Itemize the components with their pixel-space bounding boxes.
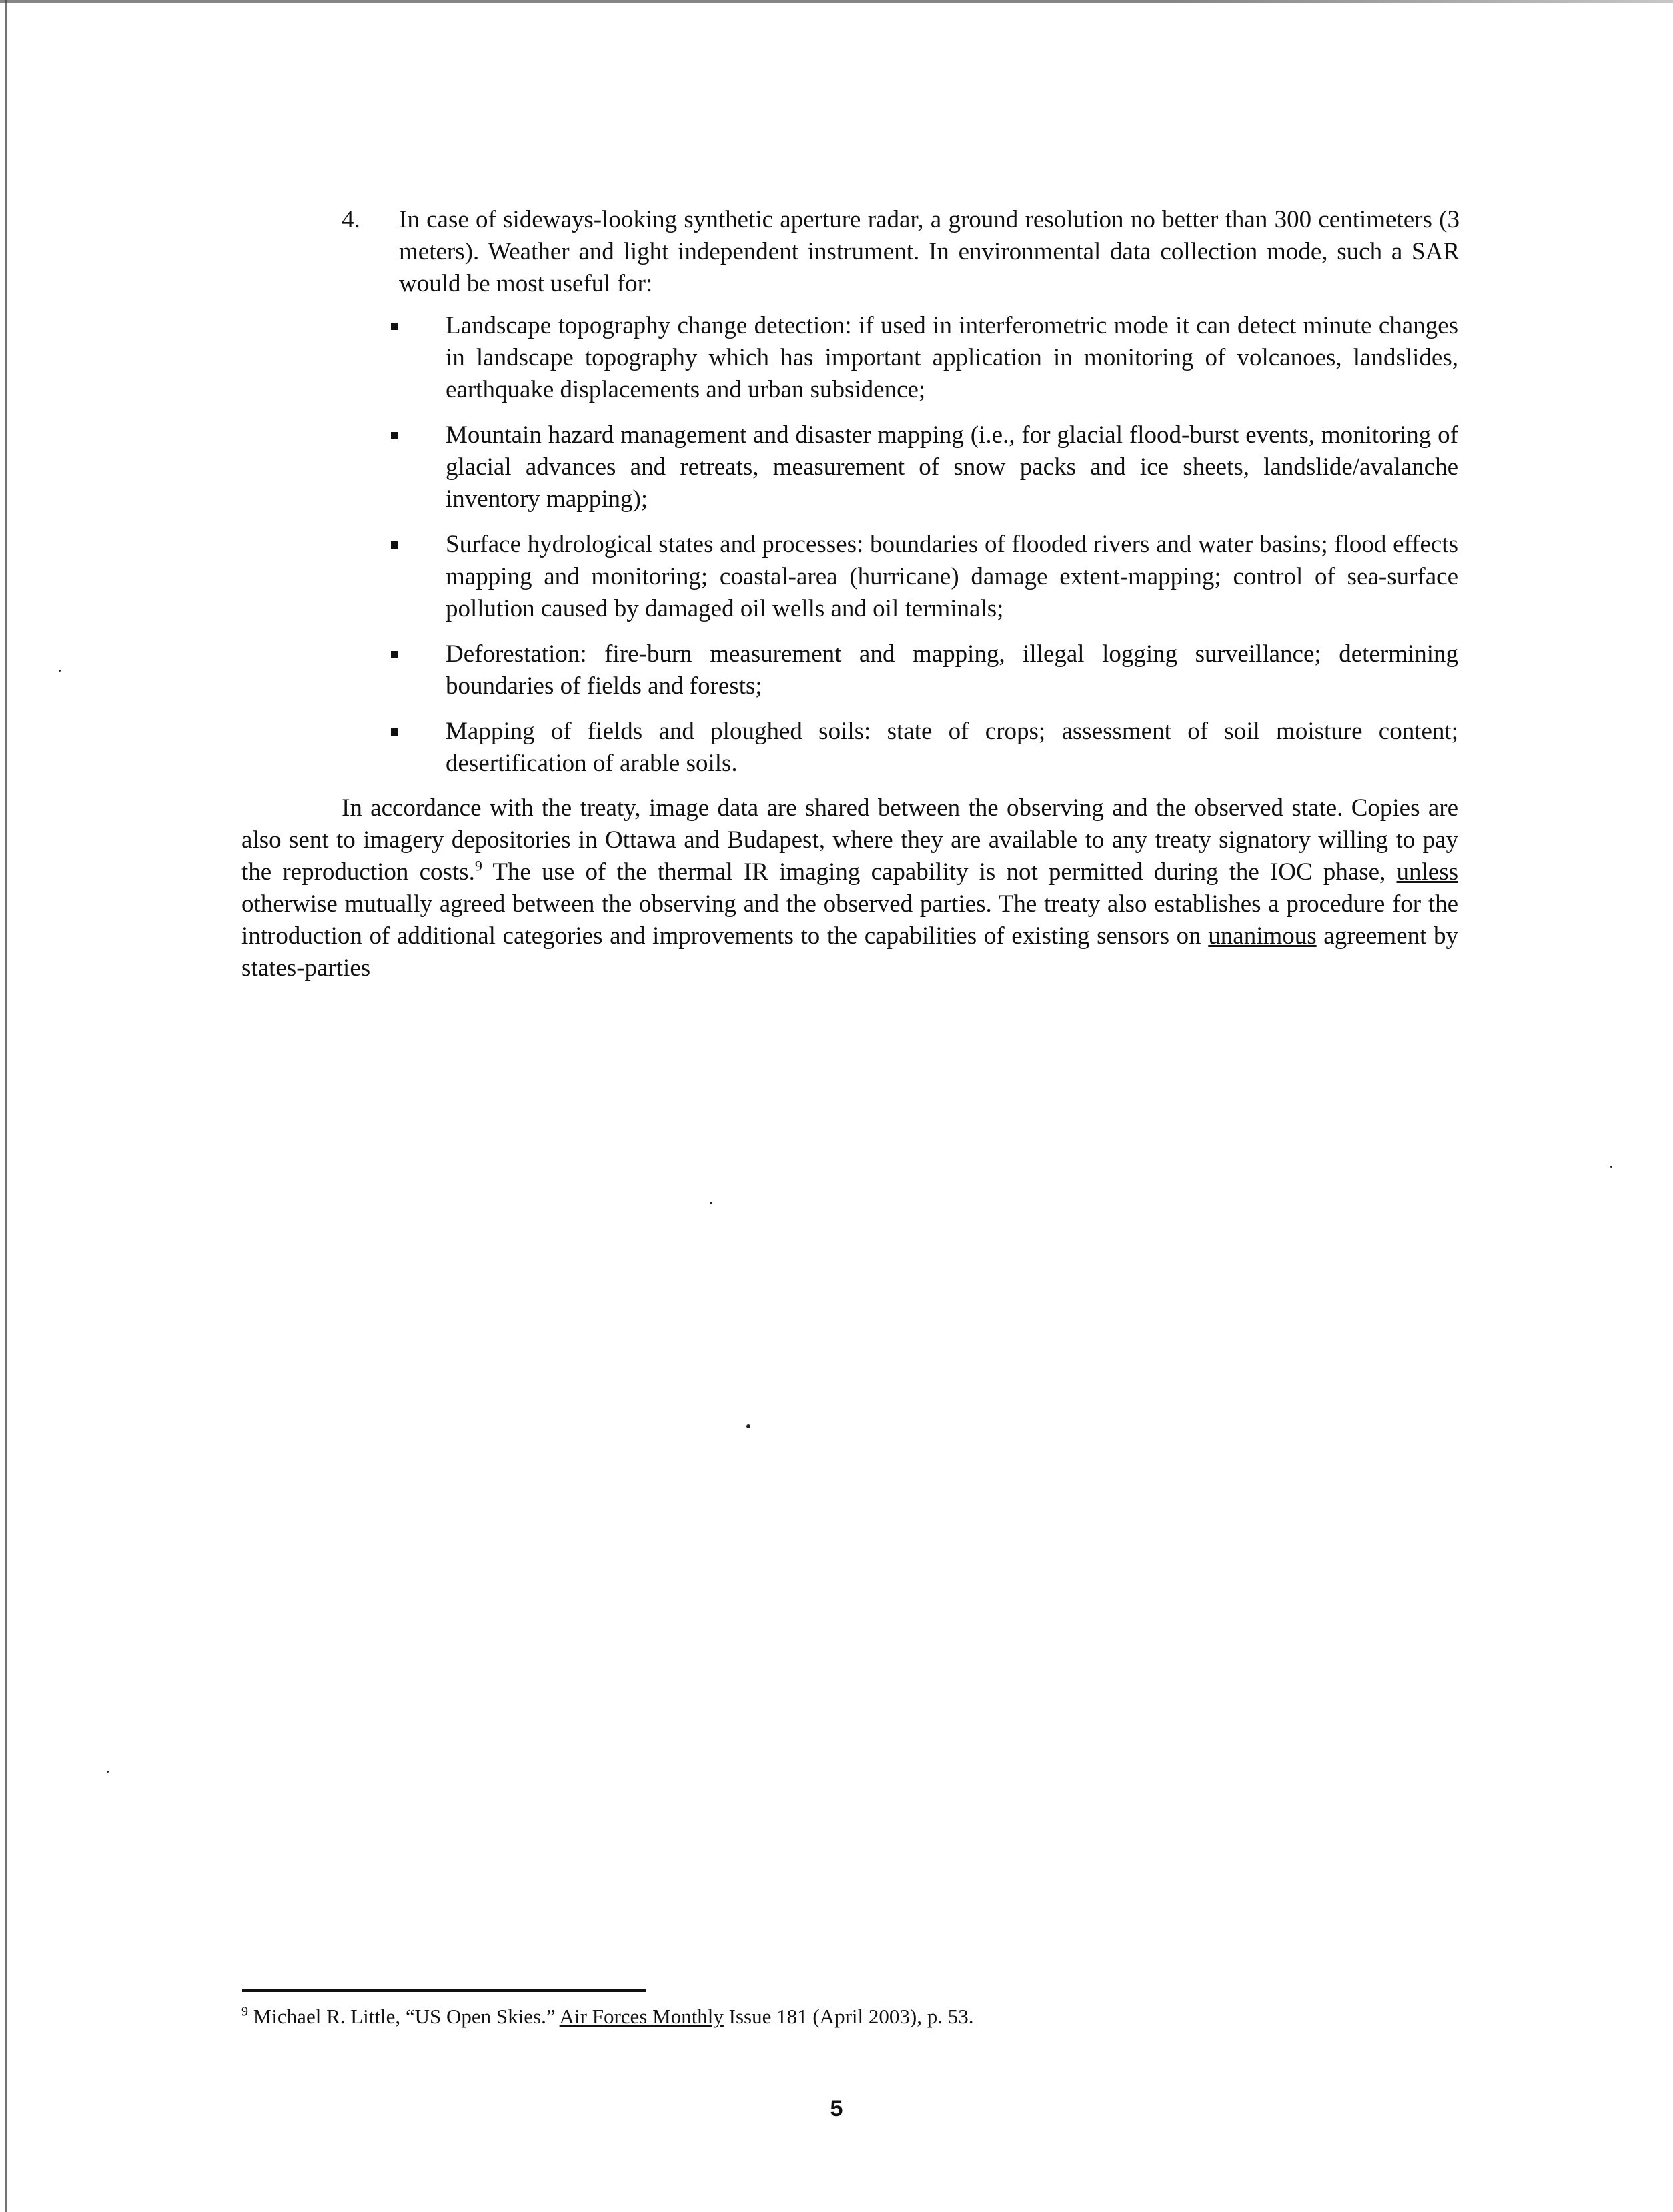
- page-number: 5: [830, 2096, 843, 2121]
- list-item: [391, 419, 1458, 515]
- list-item: [391, 529, 1458, 625]
- underlined-word: unanimous: [1208, 922, 1317, 950]
- list-item: [391, 310, 1458, 406]
- bullet-list: [391, 310, 1458, 793]
- scan-speck: [1610, 1166, 1612, 1168]
- square-bullet-icon: [391, 651, 398, 658]
- footnote-separator: [242, 1989, 646, 1992]
- footnote-number: 9: [241, 2004, 248, 2019]
- list-item-text: Surface hydrological states and processes: boundaries of flooded rivers and water basins; flood effects mapping and monitoring; coastal-area (hurricane) damage extent-mapping; control of sea-surface pollution caused by damaged oil wells and oil terminals;: [446, 531, 1458, 622]
- underlined-word: unless: [1396, 858, 1458, 886]
- list-item: [391, 716, 1458, 780]
- scan-speck: [107, 1771, 109, 1773]
- paragraph-text: otherwise mutually agreed between the observing and the observed parties. The treaty also establishes a procedure for the introduction of additional categories and improvements to the capabilities of existing sensors on: [241, 890, 1458, 950]
- square-bullet-icon: [391, 541, 398, 549]
- list-item-text: Landscape topography change detection: if used in interferometric mode it can detect minute changes in landscape topography which has important application in monitoring of volcanoes, landslides, earthquake displacements and urban subsidence;: [446, 312, 1458, 403]
- footnote-publication: Air Forces Monthly: [559, 2005, 724, 2028]
- paragraph-text: In accordance with the treaty, image data are shared between the observing and the observed state. Copies are also sent to imagery depositories in Ottawa and Budapest, where they are available to any treaty signatory willing to pay the reproduction costs.: [241, 794, 1458, 886]
- scan-left-edge: [5, 0, 7, 2212]
- paragraph-text: agreement by states-parties: [241, 922, 1458, 982]
- scan-speck: [746, 1424, 750, 1428]
- square-bullet-icon: [391, 432, 398, 439]
- list-item-text: Mountain hazard management and disaster mapping (i.e., for glacial flood-burst events, monitoring of glacial advances and retreats, measurement of snow packs and ice sheets, landslide/avalanche inventory mapping);: [446, 421, 1458, 513]
- scan-speck: [710, 1202, 712, 1204]
- footnote-text: Issue 181 (April 2003), p. 53.: [723, 2005, 974, 2028]
- item-number: 4.: [342, 206, 360, 233]
- square-bullet-icon: [391, 323, 398, 330]
- footnote-text: Michael R. Little, “US Open Skies.”: [248, 2005, 560, 2028]
- list-item: [391, 638, 1458, 702]
- square-bullet-icon: [391, 728, 398, 736]
- paragraph-text: The use of the thermal IR imaging capability is not permitted during the IOC phase,: [482, 858, 1397, 886]
- body-paragraph: [241, 792, 1458, 984]
- item-text: In case of sideways-looking synthetic aperture radar, a ground resolution no better than 300 centimeters (3 meters). Weather and light independent instrument. In environmental data collection mode, such a SAR would be most useful for:: [399, 206, 1460, 297]
- scan-speck: [59, 670, 61, 672]
- list-item-text: Mapping of fields and ploughed soils: state of crops; assessment of soil moisture content; desertification of arable soils.: [446, 718, 1458, 777]
- footnote: [241, 2003, 973, 2030]
- footnote-reference: 9: [474, 857, 482, 874]
- list-item-text: Deforestation: fire-burn measurement and mapping, illegal logging surveillance; determining boundaries of fields and forests;: [446, 640, 1458, 700]
- scan-top-edge: [0, 0, 1673, 3]
